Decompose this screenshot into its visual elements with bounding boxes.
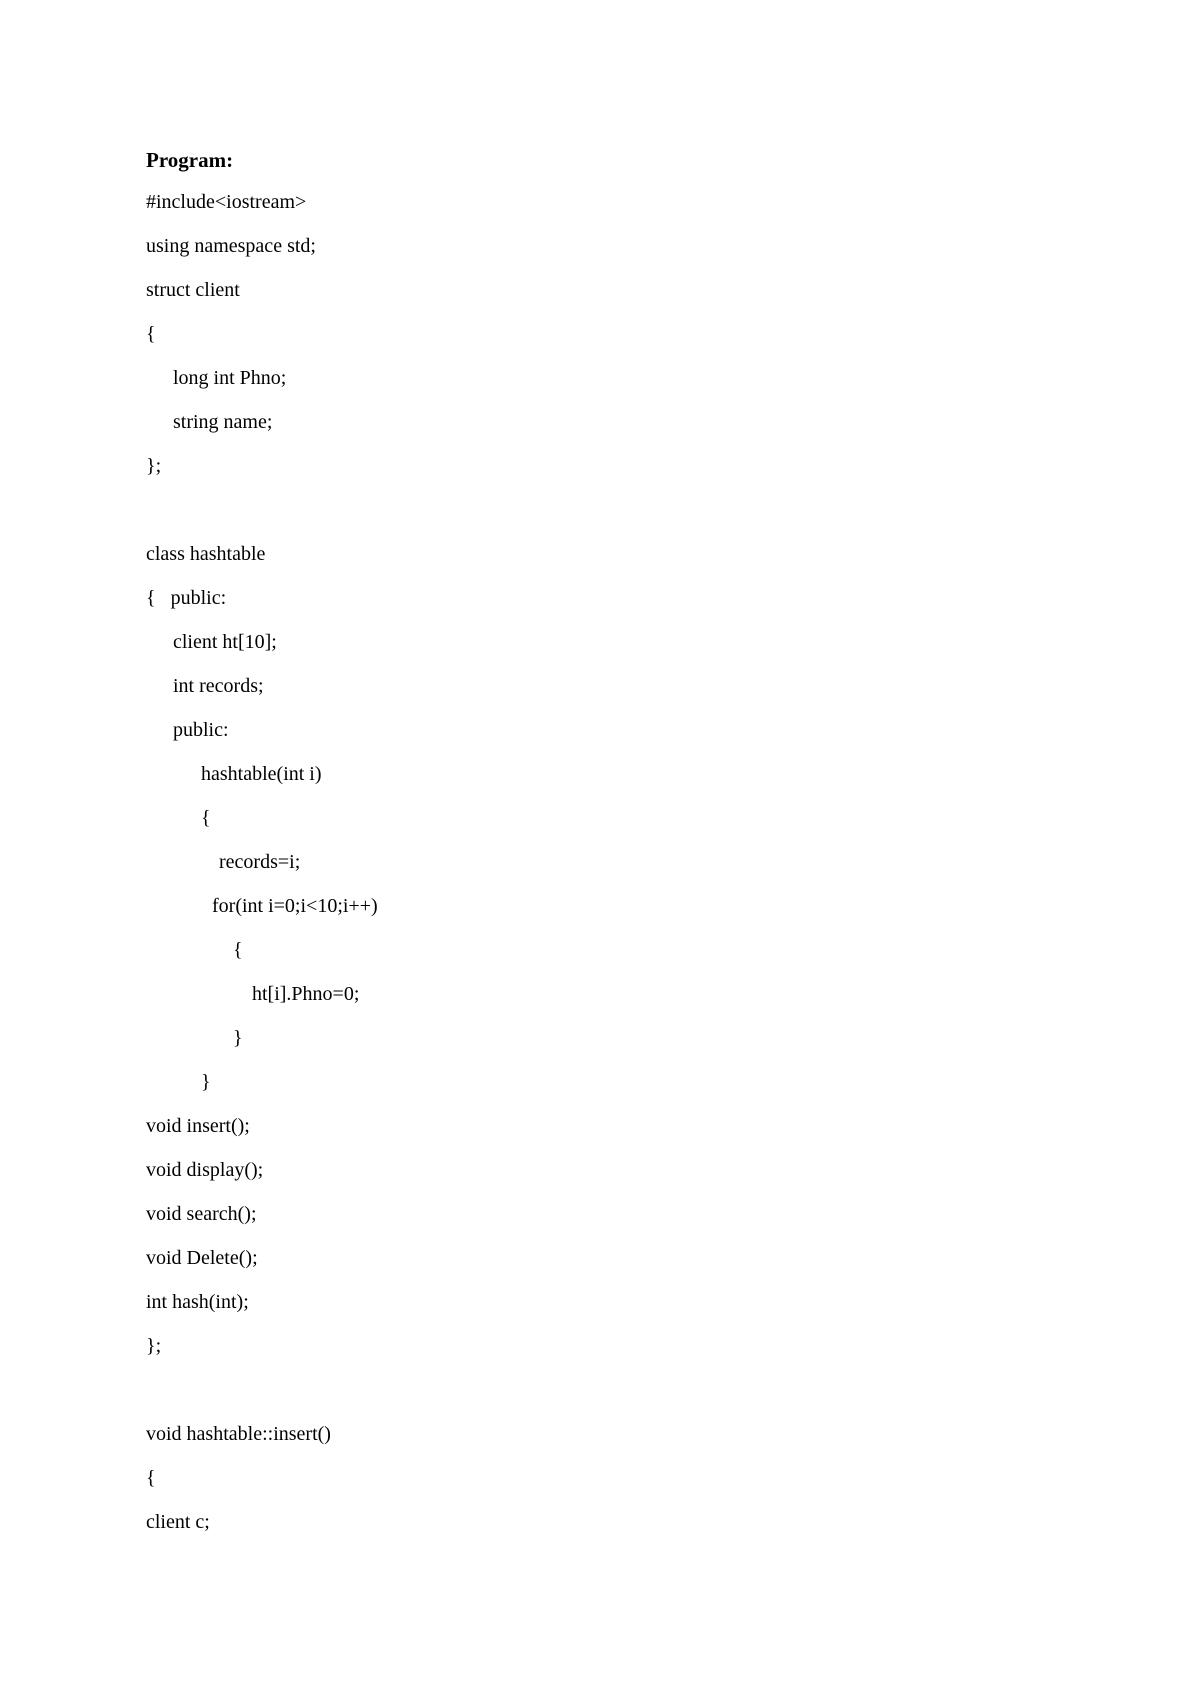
code-line: };	[146, 455, 162, 477]
code-line: void search();	[146, 1203, 257, 1225]
code-line: void display();	[146, 1159, 264, 1181]
code-line: {	[146, 1467, 156, 1489]
code-line: {	[201, 807, 211, 829]
code-line: for(int i=0;i<10;i++)	[212, 895, 378, 917]
code-line: records=i;	[219, 851, 301, 873]
code-line: void Delete();	[146, 1247, 258, 1269]
code-line: hashtable(int i)	[201, 763, 322, 785]
code-line: void insert();	[146, 1115, 250, 1137]
code-line: {	[233, 939, 243, 961]
code-line: }	[201, 1071, 211, 1093]
code-line: client c;	[146, 1511, 210, 1533]
code-line: long int Phno;	[173, 367, 287, 389]
code-line: client ht[10];	[173, 631, 277, 653]
code-line: };	[146, 1335, 162, 1357]
code-line: string name;	[173, 411, 273, 433]
code-line: class hashtable	[146, 543, 266, 565]
code-line: struct client	[146, 279, 240, 301]
code-listing	[146, 188, 378, 1552]
code-line: ht[i].Phno=0;	[252, 983, 360, 1005]
blank-line	[146, 1376, 378, 1420]
code-line: int records;	[173, 675, 264, 697]
program-heading: Program:	[146, 148, 234, 172]
code-line: #include<iostream>	[146, 191, 307, 213]
code-line: {	[146, 323, 156, 345]
code-line: public:	[173, 719, 229, 741]
code-line: void hashtable::insert()	[146, 1423, 331, 1445]
blank-line	[146, 496, 378, 540]
code-line: }	[233, 1027, 243, 1049]
code-line: int hash(int);	[146, 1291, 249, 1313]
code-line: using namespace std;	[146, 235, 316, 257]
code-line: { public:	[146, 587, 227, 609]
